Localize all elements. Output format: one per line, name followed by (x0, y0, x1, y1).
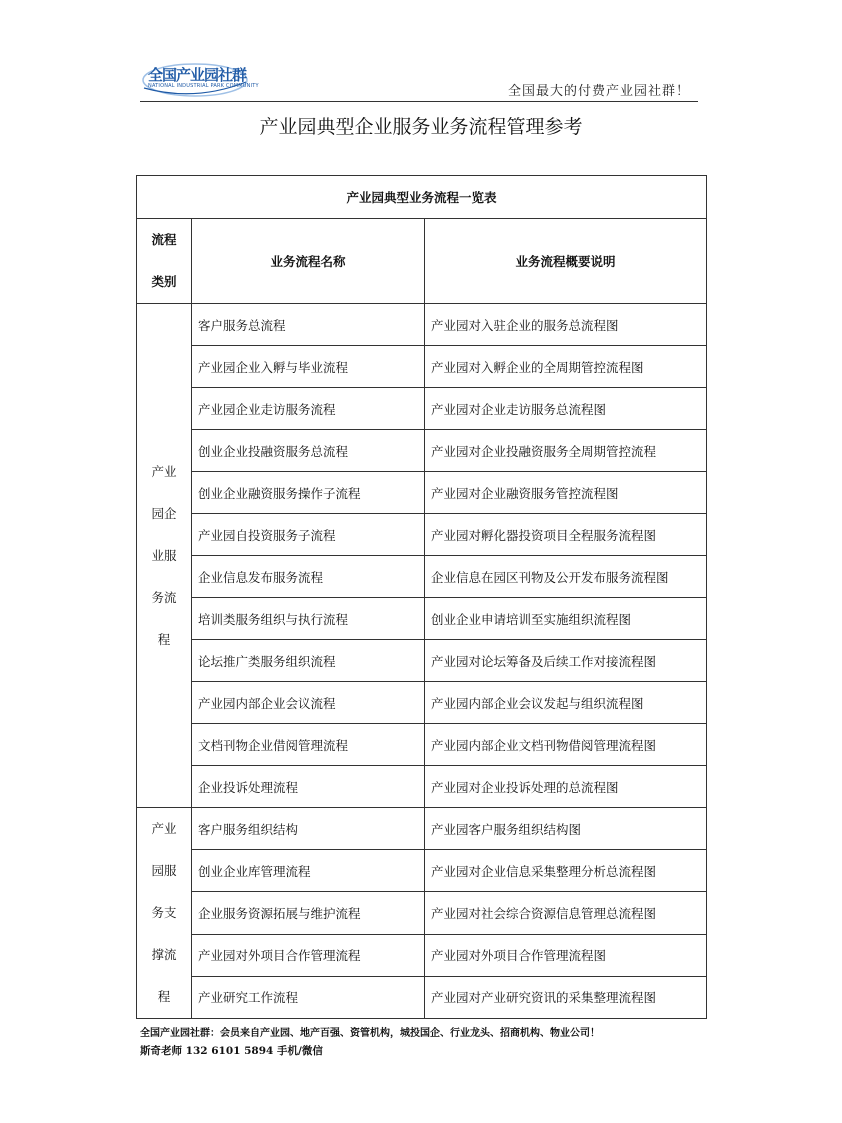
process-desc-cell: 产业园对外项目合作管理流程图 (425, 934, 707, 976)
table-row (137, 304, 707, 346)
process-name-cell: 客户服务总流程 (192, 304, 425, 346)
process-name-cell: 产业园内部企业会议流程 (192, 682, 425, 724)
document-title: 产业园典型企业服务业务流程管理参考 (259, 116, 583, 138)
process-desc-cell: 企业信息在园区刊物及公开发布服务流程图 (425, 556, 707, 598)
category-line: 业服 (151, 547, 177, 563)
category-line: 务支 (151, 905, 177, 920)
process-desc-cell: 产业园对社会综合资源信息管理总流程图 (425, 892, 707, 934)
table-row (137, 346, 707, 388)
category-line: 产业 (151, 463, 177, 479)
logo-subtext: NATIONAL INDUSTRIAL PARK COMMUNITY (148, 83, 259, 89)
table-row (137, 514, 707, 556)
process-desc-cell: 产业园对入孵企业的全周期管控流程图 (425, 346, 707, 388)
category-line: 程 (157, 989, 171, 1004)
category-cell (137, 808, 192, 1019)
table-caption: 产业园典型业务流程一览表 (137, 176, 707, 219)
category-line: 园企 (151, 505, 177, 521)
process-name-cell: 创业企业投融资服务总流程 (192, 430, 425, 472)
process-table (136, 175, 707, 1019)
header-category-line: 流程 (151, 232, 177, 247)
process-name-cell: 产业园对外项目合作管理流程 (192, 934, 425, 976)
process-desc-cell: 产业园内部企业会议发起与组织流程图 (425, 682, 707, 724)
table-row (137, 472, 707, 514)
table-row (137, 766, 707, 808)
process-name-cell: 创业企业库管理流程 (192, 850, 425, 892)
process-desc-cell: 产业园对企业信息采集整理分析总流程图 (425, 850, 707, 892)
table-row (137, 598, 707, 640)
process-desc-cell: 产业园对企业投诉处理的总流程图 (425, 766, 707, 808)
category-line: 程 (157, 631, 171, 647)
process-name-cell: 企业投诉处理流程 (192, 766, 425, 808)
community-logo (140, 62, 259, 98)
process-desc-cell: 产业园内部企业文档刊物借阅管理流程图 (425, 724, 707, 766)
table-row (137, 682, 707, 724)
table-row (137, 640, 707, 682)
table-row (137, 892, 707, 934)
process-name-cell: 论坛推广类服务组织流程 (192, 640, 425, 682)
process-name-cell: 产业研究工作流程 (192, 976, 425, 1018)
process-desc-cell: 创业企业申请培训至实施组织流程图 (425, 598, 707, 640)
footer-community-note: 全国产业园社群：会员来自产业园、地产百强、资管机构，城投国企、行业龙头、招商机构、物业公司！ (140, 1028, 600, 1039)
category-cell (137, 304, 192, 808)
process-desc-cell: 产业园对孵化器投资项目全程服务流程图 (425, 514, 707, 556)
process-name-cell: 培训类服务组织与执行流程 (192, 598, 425, 640)
table-row (137, 850, 707, 892)
header-divider (140, 101, 698, 102)
header-slogan: 全国最大的付费产业园社群！ (507, 84, 690, 99)
table-row (137, 388, 707, 430)
process-name-cell: 客户服务组织结构 (192, 808, 425, 850)
category-line: 产业 (151, 821, 177, 836)
header-category (137, 219, 192, 304)
process-name-cell: 产业园企业走访服务流程 (192, 388, 425, 430)
process-desc-cell: 产业园对企业走访服务总流程图 (425, 388, 707, 430)
table-row (137, 808, 707, 850)
category-line: 务流 (151, 589, 177, 605)
logo-text: 全国产业园社群 (148, 66, 247, 84)
category-line: 撑流 (151, 947, 177, 962)
category-line: 园服 (151, 863, 177, 878)
process-name-cell: 企业信息发布服务流程 (192, 556, 425, 598)
process-name-cell: 企业服务资源拓展与维护流程 (192, 892, 425, 934)
process-desc-cell: 产业园对入驻企业的服务总流程图 (425, 304, 707, 346)
table-row (137, 976, 707, 1018)
table-row (137, 556, 707, 598)
process-desc-cell: 产业园对论坛筹备及后续工作对接流程图 (425, 640, 707, 682)
process-desc-cell: 产业园对产业研究资讯的采集整理流程图 (425, 976, 707, 1018)
process-name-cell: 创业企业融资服务操作子流程 (192, 472, 425, 514)
process-desc-cell: 产业园对企业投融资服务全周期管控流程 (425, 430, 707, 472)
table-row (137, 724, 707, 766)
process-name-cell: 产业园企业入孵与毕业流程 (192, 346, 425, 388)
header-process-desc: 业务流程概要说明 (425, 219, 707, 304)
process-name-cell: 产业园自投资服务子流程 (192, 514, 425, 556)
process-name-cell: 文档刊物企业借阅管理流程 (192, 724, 425, 766)
table-row (137, 934, 707, 976)
process-desc-cell: 产业园对企业融资服务管控流程图 (425, 472, 707, 514)
footer-contact: 斯奇老师 132 6101 5894 手机/微信 (140, 1045, 323, 1057)
header-process-name: 业务流程名称 (192, 219, 425, 304)
table-row (137, 430, 707, 472)
header-category-line: 类别 (151, 274, 177, 289)
process-desc-cell: 产业园客户服务组织结构图 (425, 808, 707, 850)
